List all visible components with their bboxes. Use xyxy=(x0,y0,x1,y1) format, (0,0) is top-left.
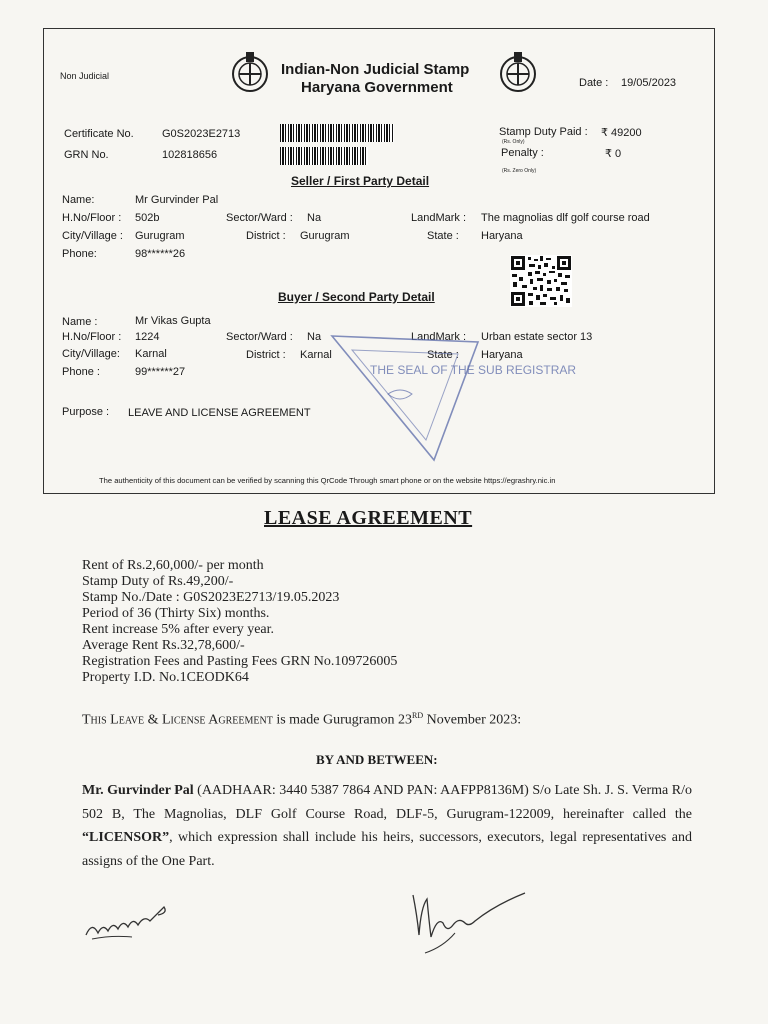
rs-only-note: (Rs. Only) xyxy=(502,139,525,145)
signature-licensee xyxy=(405,885,535,965)
agreement-made-line xyxy=(82,711,521,729)
purpose-value: LEAVE AND LICENSE AGREEMENT xyxy=(128,407,311,419)
buyer-sector-value: Na xyxy=(307,331,322,343)
seller-city-value: Gurugram xyxy=(135,230,185,242)
signature-licensor xyxy=(82,895,182,945)
buyer-state-label: State : xyxy=(427,349,459,361)
buyer-city-value: Karnal xyxy=(135,348,167,360)
licensor-paragraph xyxy=(82,779,692,873)
buyer-name-label: Name : xyxy=(62,316,98,328)
non-judicial-label: Non Judicial xyxy=(60,71,110,81)
penalty-label: Penalty : xyxy=(501,147,544,159)
stamp-title: Indian-Non Judicial Stamp xyxy=(281,61,470,78)
seller-state-label: State : xyxy=(427,230,459,242)
buyer-state-value: Haryana xyxy=(481,349,523,361)
buyer-hno-label: H.No/Floor : xyxy=(62,331,122,343)
penalty-value: ₹ 0 xyxy=(605,148,622,160)
date-label: Date : xyxy=(579,77,609,89)
agreement-date-suffix: RD xyxy=(412,711,424,720)
seller-sector-value: Na xyxy=(307,212,322,224)
certificate-value: G0S2023E2713 xyxy=(162,128,241,140)
seller-landmark-label: LandMark : xyxy=(411,212,467,224)
grn-label: GRN No. xyxy=(64,149,109,161)
buyer-phone-label: Phone : xyxy=(62,366,100,378)
licensor-details-end: , which expression shall include his heirs, successors, executors, legal representatives and assigns of the One Part. xyxy=(82,830,692,869)
seller-city-label: City/Village : xyxy=(62,230,123,242)
date-value: 19/05/2023 xyxy=(621,77,677,89)
stamp-duty-value: ₹ 49200 xyxy=(601,127,642,139)
rs-zero-note: (Rs. Zero Only) xyxy=(502,168,537,174)
stamp-duty-label: Stamp Duty Paid : xyxy=(499,126,588,138)
stamp-subtitle: Haryana Government xyxy=(301,79,453,96)
seller-phone-label: Phone: xyxy=(62,248,97,260)
by-and-between: BY AND BETWEEN: xyxy=(316,752,438,767)
buyer-district-label: District : xyxy=(246,349,286,361)
agreement-date: November 2023: xyxy=(423,712,522,728)
seller-sector-label: Sector/Ward : xyxy=(226,212,293,224)
lease-title: LEASE AGREEMENT xyxy=(264,507,473,529)
licensor-name: Mr. Gurvinder Pal xyxy=(82,783,194,798)
lease-term-line: Rent increase 5% after every year. xyxy=(82,622,275,637)
seller-name-label: Name: xyxy=(62,194,95,206)
lease-term-line: Rent of Rs.2,60,000/- per month xyxy=(82,558,264,573)
buyer-heading: Buyer / Second Party Detail xyxy=(278,290,435,304)
haryana-emblem-left xyxy=(230,50,270,94)
verification-note: The authenticity of this document can be verified by scanning this QrCode Through smart phone or on the website https://egrashry.nic.in xyxy=(99,476,556,485)
certificate-label: Certificate No. xyxy=(64,128,134,140)
grn-value: 102818656 xyxy=(162,149,218,161)
seller-district-value: Gurugram xyxy=(300,230,350,242)
buyer-hno-value: 1224 xyxy=(135,331,160,343)
licensor-term: “LICENSOR” xyxy=(82,830,170,845)
grn-barcode xyxy=(280,147,368,165)
haryana-emblem-right xyxy=(498,50,538,94)
seller-hno-value: 502b xyxy=(135,212,160,224)
buyer-landmark-value: Urban estate sector 13 xyxy=(481,331,593,343)
buyer-city-label: City/Village: xyxy=(62,348,120,360)
seller-state-value: Haryana xyxy=(481,230,523,242)
buyer-district-value: Karnal xyxy=(300,349,332,361)
lease-term-line: Average Rent Rs.32,78,600/- xyxy=(82,638,245,653)
seller-hno-label: H.No/Floor : xyxy=(62,212,122,224)
verification-qr-code[interactable] xyxy=(510,255,572,307)
lease-term-line: Registration Fees and Pasting Fees GRN No.109726005 xyxy=(82,654,398,669)
seller-name-value: Mr Gurvinder Pal xyxy=(135,194,219,206)
purpose-label: Purpose : xyxy=(62,406,110,418)
seller-district-label: District : xyxy=(246,230,286,242)
certificate-barcode xyxy=(280,124,394,142)
lease-term-line: Stamp No./Date : G0S2023E2713/19.05.2023 xyxy=(82,590,340,605)
seal-text: THE SEAL OF THE SUB REGISTRAR xyxy=(370,363,577,377)
agreement-name: This Leave & License Agreement xyxy=(82,712,273,728)
lease-term-line: Period of 36 (Thirty Six) months. xyxy=(82,606,270,621)
seller-heading: Seller / First Party Detail xyxy=(291,174,430,188)
buyer-landmark-label: LandMark : xyxy=(411,331,467,343)
seller-landmark-value: The magnolias dlf golf course road xyxy=(481,212,650,224)
licensor-details: (AADHAAR: 3440 5387 7864 AND PAN: AAFPP8136M) S/o Late Sh. J. S. Verma R/o 502 B, The Magnolias, DLF Golf Course Road, DLF-5, Gurugram-122009, hereinafter called the xyxy=(82,783,692,822)
seller-phone-value: 98******26 xyxy=(135,248,186,260)
lease-term-line: Property I.D. No.1CEODK64 xyxy=(82,670,249,685)
qr-code-icon xyxy=(510,255,572,307)
agreement-place: is made Gurugramon 23 xyxy=(272,712,413,728)
lease-term-line: Stamp Duty of Rs.49,200/- xyxy=(82,574,234,589)
buyer-name-value: Mr Vikas Gupta xyxy=(135,315,211,327)
buyer-sector-label: Sector/Ward : xyxy=(226,331,293,343)
buyer-phone-value: 99******27 xyxy=(135,366,186,378)
